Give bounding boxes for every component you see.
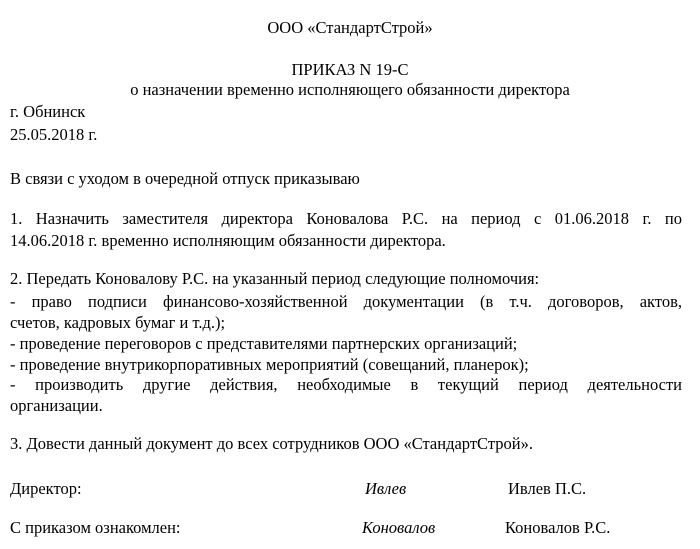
director-signature: Ивлев [365, 479, 407, 498]
preamble: В связи с уходом в очередной отпуск приказываю [10, 169, 360, 188]
director-role: Директор: [10, 479, 82, 498]
acknowledged-name: Коновалов Р.С. [505, 518, 611, 537]
power-1-line-2: счетов, кадровых бумаг и т.д.); [10, 313, 226, 332]
power-4-line-2: организации. [10, 396, 103, 415]
item-2-intro: 2. Передать Коновалову Р.С. на указанный период следующие полномочия: [10, 269, 540, 288]
acknowledged-signature: Коновалов [362, 518, 436, 537]
order-date: 25.05.2018 г. [10, 125, 98, 144]
power-4-line-1: - производить другие действия, необходимые в текущий период деятельности [10, 375, 682, 394]
power-3: - проведение внутрикорпоративных мероприятий (совещаний, планерок); [10, 355, 529, 374]
director-name: Ивлев П.С. [508, 479, 587, 498]
order-title: ПРИКАЗ N 19-С [291, 60, 409, 79]
item-3: 3. Довести данный документ до всех сотрудников ООО «СтандартСтрой». [10, 434, 533, 453]
order-city: г. Обнинск [10, 102, 86, 121]
power-2: - проведение переговоров с представителями партнерских организаций; [10, 334, 518, 353]
item-1-line-1: 1. Назначить заместителя директора Коновалова Р.С. на период с 01.06.2018 г. по [10, 209, 682, 228]
organization-name: ООО «СтандартСтрой» [267, 18, 433, 37]
power-1-line-1: - право подписи финансово-хозяйственной документации (в т.ч. договоров, актов, [10, 292, 682, 311]
order-subtitle: о назначении временно исполняющего обязанности директора [130, 80, 570, 99]
item-1-line-2: 14.06.2018 г. временно исполняющим обязанности директора. [10, 231, 446, 250]
acknowledged-role: С приказом ознакомлен: [10, 518, 181, 537]
